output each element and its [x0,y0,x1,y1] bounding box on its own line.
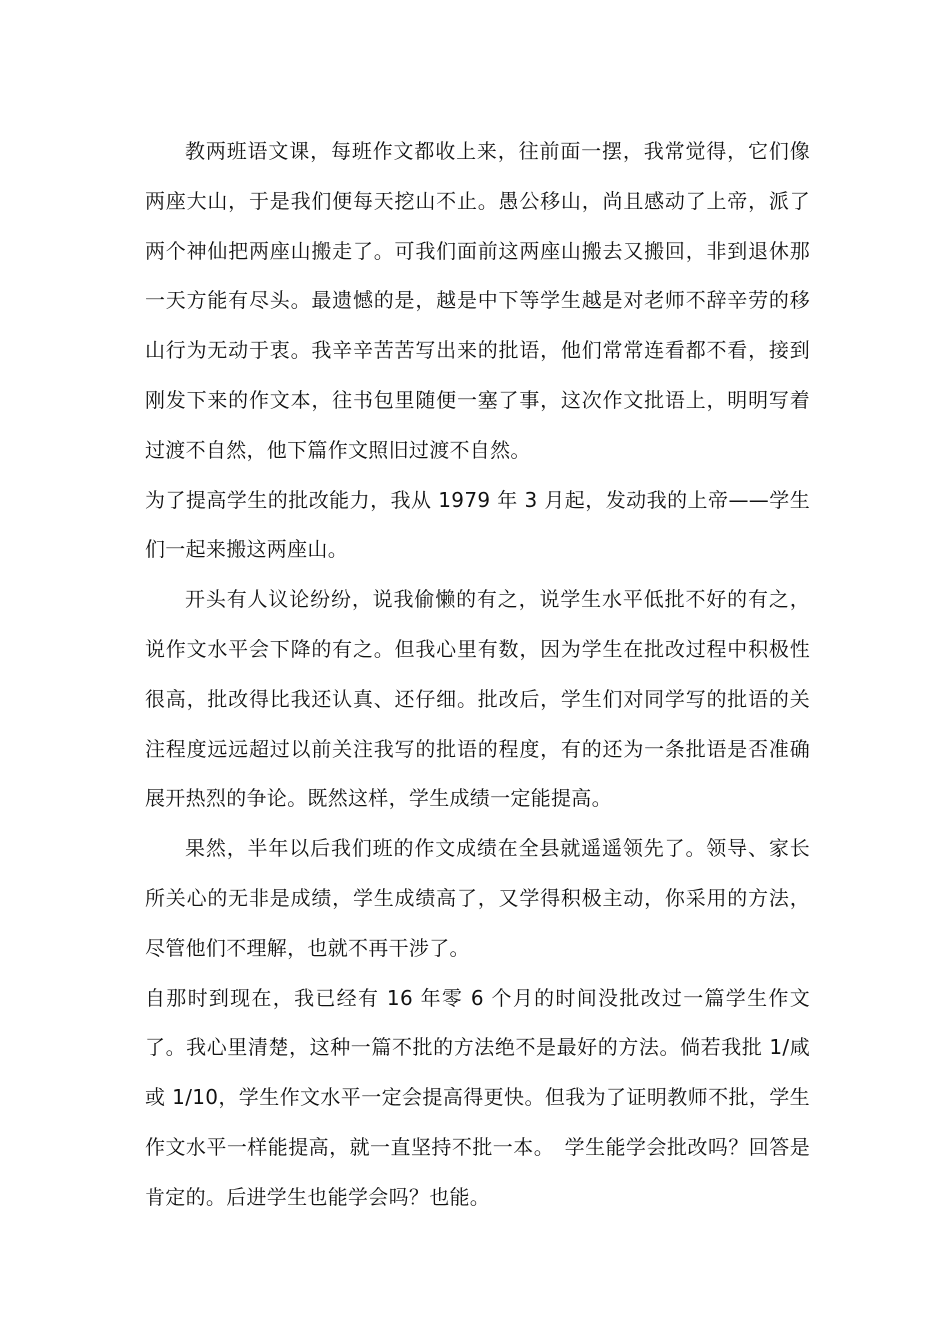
paragraph-5: 自那时到现在，我已经有 16 年零 6 个月的时间没批改过一篇学生作文了。我心里清楚，这种一篇不批的方法绝不是最好的方法。倘若我批 1/咸或 1/10，学生作文水平一定会提高得更快。但我为了证明教师不批，学生作文水平一样能提高，就一直坚持不批一本。 学生能学会批改吗？回答是肯定的。后进学生也能学会吗？也能。 [145,985,810,1209]
paragraph-4: 果然，半年以后我们班的作文成绩在全县就遥遥领先了。领导、家长所关心的无非是成绩，学生成绩高了，又学得积极主动，你采用的方法，尽管他们不理解，也就不再干涉了。 [145,836,810,960]
paragraph-3: 开头有人议论纷纷，说我偷懒的有之，说学生水平低批不好的有之，说作文水平会下降的有之。但我心里有数，因为学生在批改过程中积极性很高，批改得比我还认真、还仔细。批改后，学生们对同学写的批语的关注程度远远超过以前关注我写的批语的程度，有的还为一条批语是否准确展开热烈的争论。既然这样，学生成绩一定能提高。 [145,587,810,811]
document-body [145,127,810,1223]
paragraph-1: 教两班语文课，每班作文都收上来，往前面一摆，我常觉得，它们像两座大山，于是我们便每天挖山不止。愚公移山，尚且感动了上帝，派了两个神仙把两座山搬走了。可我们面前这两座山搬去又搬回，非到退休那一天方能有尽头。最遗憾的是，越是中下等学生越是对老师不辞辛劳的移山行为无动于衷。我辛辛苦苦写出来的批语，他们常常连看都不看，接到刚发下来的作文本，往书包里随便一塞了事，这次作文批语上，明明写着过渡不自然，他下篇作文照旧过渡不自然。 [145,139,810,462]
paragraph-2: 为了提高学生的批改能力，我从 1979 年 3 月起，发动我的上帝——学生们一起来搬这两座山。 [145,487,810,562]
